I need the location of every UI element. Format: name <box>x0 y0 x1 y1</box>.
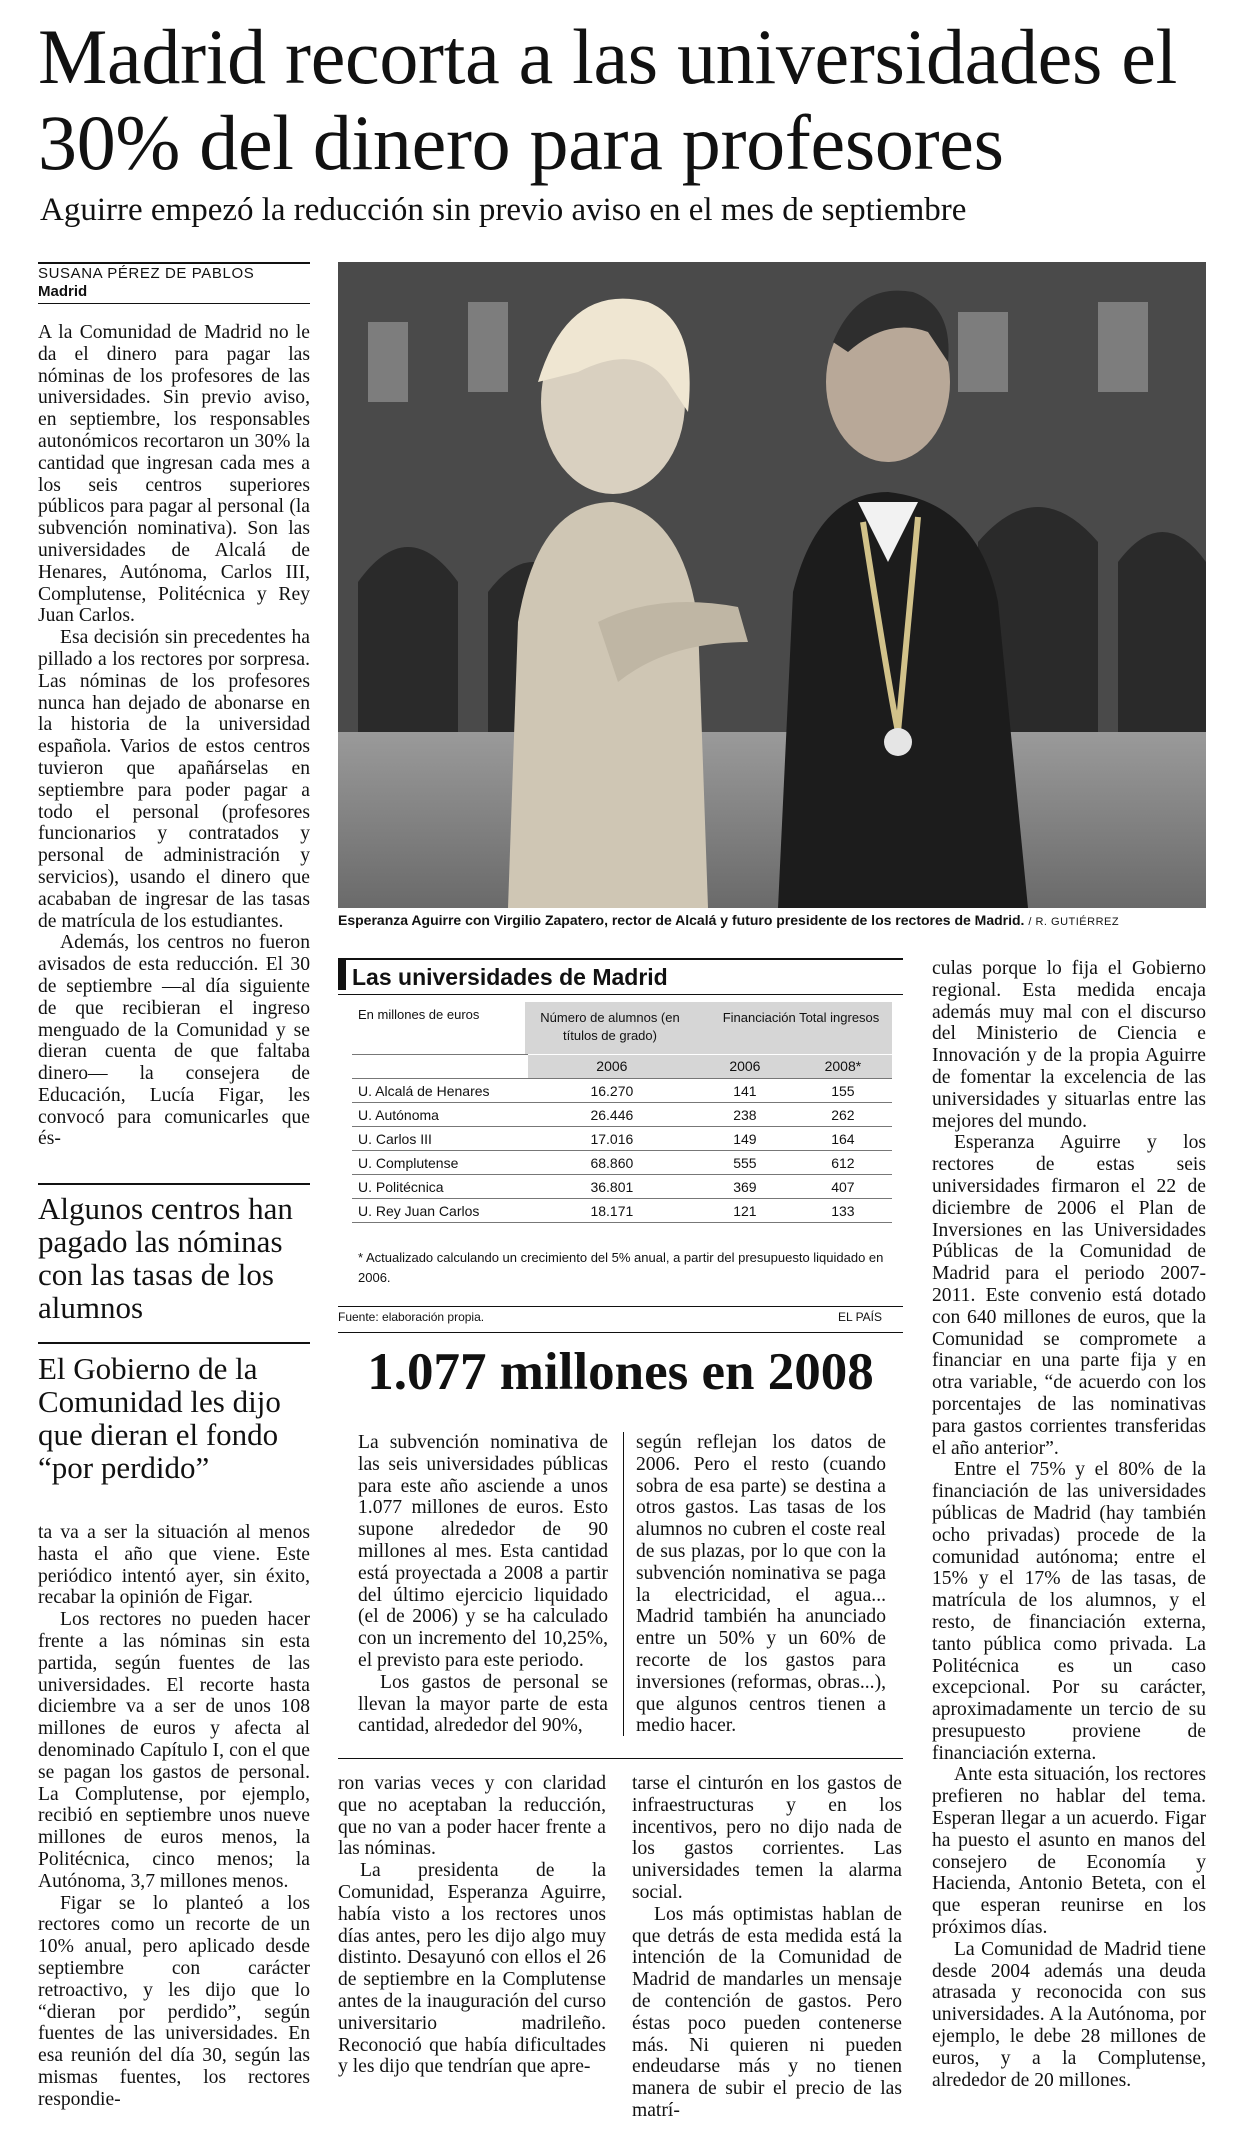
paragraph: Esa decisión sin precedentes ha pillado a los rectores por sorpresa. Las nóminas de los profesores nunca han dejado de abonarse en la historia de la universidad española. Varios de estos centros tuvieron que apañárselas en septiembre para poder pagar a todo el personal (profesores funcionarios y contratados y personal de administración y servicios), usando el dinero que acababan de ingresar de las tasas de matrícula de los estudiantes. <box>38 627 310 932</box>
university-name: U. Autónoma <box>352 1103 528 1127</box>
column-1-bottom <box>38 1522 310 2111</box>
paragraph: Los más optimistas hablan de que detrás de esta medida está la intención de la Comunidad de Madrid de mandarles un mensaje de contención de gastos. Pero éstas poco pueden contenerse más. Ni quieren ni pueden endeudarse más y no tienen manera de subir el precio de las matrí- <box>632 1903 902 2121</box>
header-students: Número de alumnos (en títulos de grado) <box>540 1010 680 1043</box>
subheader-2008-funding: 2008* <box>794 1055 892 1079</box>
funding-2006-value: 121 <box>696 1199 794 1223</box>
table-row <box>352 1079 892 1103</box>
dateline-rule <box>38 303 310 304</box>
box-top-rule <box>338 1332 903 1333</box>
photo-illustration <box>338 262 1206 908</box>
funding-2006-value: 555 <box>696 1151 794 1175</box>
paragraph: A la Comunidad de Madrid no le da el dinero para pagar las nóminas de los profesores de las universidades. Sin previo aviso, en septiembre, los responsables autonómicos recortaron un 30% la cantidad que ingresan cada mes a los seis centros superiores públicos para pagar al personal (la subvención nominativa). Son las universidades de Alcalá de Henares, Autónoma, Carlos III, Complutense, Politécnica y Rey Juan Carlos. <box>38 322 310 627</box>
paragraph: culas porque lo fija el Gobierno regional. Esta medida encaja además muy mal con el discurso del Ministerio de Ciencia e Innovación y de la propia Aguirre de fomentar la excelencia de las universidades y situarlas entre las mejores del mundo. <box>932 958 1206 1132</box>
students-value: 26.446 <box>528 1103 696 1127</box>
box-bottom-rule <box>338 1758 903 1759</box>
table-title-rule <box>338 994 903 995</box>
table-units: En millones de euros <box>358 1007 480 1022</box>
table-row <box>352 1151 892 1175</box>
paragraph: La presidenta de la Comunidad, Esperanza Aguirre, había visto a los rectores unos días antes, pero les dijo algo muy distinto. Desayunó con ellos el 26 de septiembre en la Complutense antes de la inauguración del curso universitario madrileño. Reconoció que había dificultades y les dijo que tendrían que apre- <box>338 1860 606 2078</box>
table-cell <box>352 1055 528 1079</box>
paragraph: Figar se lo planteó a los rectores como un recorte de un 10% anual, pero aplicado desde septiembre con carácter retroactivo, y les dijo que lo “dieran por perdido”, según fuentes de las universidades. En esa reunión del día 30, según las mismas fuentes, los rectores respondie- <box>38 1892 310 2110</box>
paragraph: ron varias veces y con claridad que no aceptaban la reducción, que no van a poder hacer frente a las nóminas. <box>338 1773 606 1860</box>
photo-caption <box>338 912 1208 928</box>
caption-text: Esperanza Aguirre con Virgilio Zapatero, rector de Alcalá y futuro presidente de los rectores de Madrid. <box>338 912 1025 928</box>
header-funding: Financiación Total ingresos <box>722 1010 880 1025</box>
news-photo <box>338 262 1206 908</box>
paragraph: La Comunidad de Madrid tiene desde 2004 además una deuda atrasada y reconocida con sus universidades. A la Autónoma, por ejemplo, le debe 28 millones de euros, y a la Complutense, alrededor de 20 millones. <box>932 1938 1206 2091</box>
headline: Madrid recorta a las universidades el 30% del dinero para profesores <box>38 13 1177 186</box>
subheader-2006-funding: 2006 <box>696 1055 794 1079</box>
students-value: 17.016 <box>528 1127 696 1151</box>
university-name: U. Complutense <box>352 1151 528 1175</box>
funding-2008-value: 133 <box>794 1199 892 1223</box>
column-2 <box>338 1773 606 2078</box>
quote-rule <box>38 1342 310 1344</box>
table-row <box>352 1103 892 1127</box>
byline-rule <box>38 262 310 264</box>
paragraph: Entre el 75% y el 80% de la financiación de las universidades públicas de Madrid (hay también ocho privadas) procede de la comunidad autónoma; entre el 15% y el 17% de las tasas, de matrícula de los alumnos, y el resto, de financiación externa, tanto pública como privada. La Politécnica es un caso excepcional. Por su carácter, aproximadamente un tercio de su presupuesto proviene de financiación externa. <box>932 1459 1206 1764</box>
paragraph: Ante esta situación, los rectores prefieren no hablar del tema. Esperan llegar a un acuerdo. Figar ha puesto el asunto en manos del consejero de Economía y Hacienda, Antonio Beteta, con el que esperan reunirse en los próximos días. <box>932 1764 1206 1939</box>
table-footnote: * Actualizado calculando un crecimiento del 5% anual, a partir del presupuesto liquidado en 2006. <box>358 1250 884 1285</box>
funding-2006-value: 238 <box>696 1103 794 1127</box>
university-name: U. Politécnica <box>352 1175 528 1199</box>
funding-2008-value: 407 <box>794 1175 892 1199</box>
table-source: Fuente: elaboración propia. <box>338 1310 485 1324</box>
funding-2008-value: 262 <box>794 1103 892 1127</box>
box-left-column <box>358 1432 608 1737</box>
table-top-rule <box>338 958 903 960</box>
university-name: U. Carlos III <box>352 1127 528 1151</box>
students-value: 36.801 <box>528 1175 696 1199</box>
subheadline: Aguirre empezó la reducción sin previo aviso en el mes de septiembre <box>40 192 967 228</box>
photo-credit: / R. GUTIÉRREZ <box>1028 916 1120 928</box>
paragraph: tarse el cinturón en los gastos de infraestructuras y en los incentivos, pero no dijo nada de los gastos corrientes. Las universidades temen la alarma social. <box>632 1773 902 1903</box>
paragraph: ta va a ser la situación al menos hasta el año que viene. Este periódico intentó ayer, sin éxito, recabar la opinión de Figar. <box>38 1522 310 1609</box>
table-bottom-rule <box>338 1306 903 1307</box>
box-divider <box>623 1432 624 1736</box>
byline: SUSANA PÉREZ DE PABLOS <box>38 265 255 282</box>
dateline: Madrid <box>38 283 88 300</box>
quote-rule <box>38 1183 310 1185</box>
funding-2006-value: 369 <box>696 1175 794 1199</box>
funding-2008-value: 155 <box>794 1079 892 1103</box>
table-row <box>352 1175 892 1199</box>
paragraph: Además, los centros no fueron avisados de esta reducción. El 30 de septiembre —al día siguiente de que recibieran el ingreso menguado de la Comunidad y se dieran cuenta de que faltaba dinero— la consejera de Educación, Lucía Figar, les convocó para comunicarles que és- <box>38 932 310 1150</box>
subheader-2006-students: 2006 <box>528 1055 696 1079</box>
universities-table <box>352 1054 892 1223</box>
column-4 <box>932 958 1206 2091</box>
funding-2006-value: 141 <box>696 1079 794 1103</box>
box-title: 1.077 millones en 2008 <box>367 1343 874 1401</box>
table-row <box>352 1199 892 1223</box>
table-title: Las universidades de Madrid <box>352 964 668 990</box>
column-3 <box>632 1773 902 2122</box>
students-value: 16.270 <box>528 1079 696 1103</box>
paragraph: La subvención nominativa de las seis universidades públicas para este año asciende a unos 1.077 millones de euros. Esto supone alrededor de 90 millones al mes. Esta cantidad está proyectada a 2008 a partir del último ejercicio liquidado (el de 2006) y se ha calculado con un incremento del 10,25%, el previsto para este periodo. <box>358 1432 608 1671</box>
table-subheader-row <box>352 1055 892 1079</box>
funding-2006-value: 149 <box>696 1127 794 1151</box>
paragraph: según reflejan los datos de 2006. Pero el resto (cuando sobra de esa parte) se destina a otros gastos. Las tasas de los alumnos no cubren el coste real de sus plazas, por lo que con la subvención nominativa se paga la electricidad, el agua... Madrid también ha anunciado entre un 50% y un 60% de recorte de los gastos para inversiones (reformas, obras...), que algunos centros tienen a medio hacer. <box>636 1432 886 1737</box>
paragraph: Los rectores no pueden hacer frente a las nóminas sin esta partida, según fuentes de las universidades. El recorte hasta diciembre va a ser de unos 108 millones de euros y afecta al denominado Capítulo I, con el que se pagan los gastos de personal. La Complutense, por ejemplo, recibió en septiembre unos nueve millones de euros menos, la Politécnica, cinco menos; la Autónoma, 3,7 millones menos. <box>38 1609 310 1892</box>
brand-label: EL PAÍS <box>838 1310 883 1324</box>
university-name: U. Alcalá de Henares <box>352 1079 528 1103</box>
box-right-column <box>636 1432 886 1737</box>
students-value: 18.171 <box>528 1199 696 1223</box>
table-title-marker <box>338 960 346 990</box>
funding-2008-value: 164 <box>794 1127 892 1151</box>
paragraph: Esperanza Aguirre y los rectores de estas seis universidades firmaron el 22 de diciembre de 2006 el Plan de Inversiones en las Universidades Públicas de la Comunidad de Madrid para el periodo 2007-2011. Este convenio está dotado con 640 millones de euros, que la Comunidad se compromete a financiar en una parte fija y en otra variable, “de acuerdo con los porcentajes de las nominativas para gastos corrientes transferidas el año anterior”. <box>932 1132 1206 1459</box>
paragraph: Los gastos de personal se llevan la mayor parte de esta cantidad, alrededor del 90%, <box>358 1671 608 1737</box>
pull-quote-1: Algunos centros han pagado las nóminas con las tasas de los alumnos <box>38 1191 293 1325</box>
table-row <box>352 1127 892 1151</box>
column-1-top <box>38 322 310 1150</box>
pull-quote-2: El Gobierno de la Comunidad les dijo que dieran el fondo “por perdido” <box>38 1351 281 1485</box>
university-name: U. Rey Juan Carlos <box>352 1199 528 1223</box>
funding-2008-value: 612 <box>794 1151 892 1175</box>
students-value: 68.860 <box>528 1151 696 1175</box>
